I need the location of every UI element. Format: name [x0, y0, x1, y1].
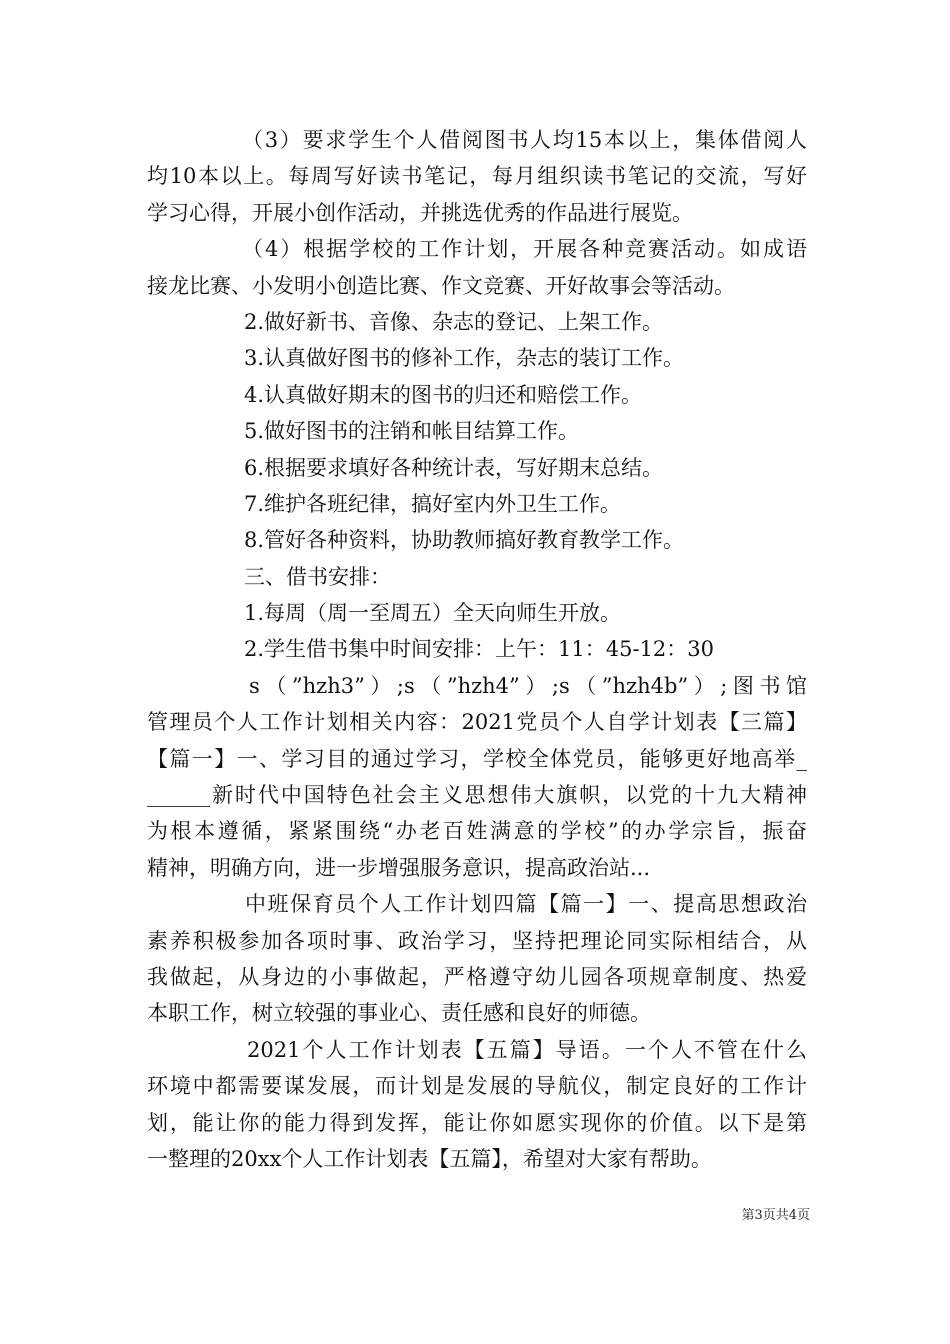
paragraph-line: 【篇一】一、学习目的通过学习，学校全体党员，能够更好地高举_ — [147, 746, 807, 771]
paragraph-line: 接龙比赛、小发明小创造比赛、作文竞赛、开好故事会等活动。 — [147, 273, 735, 298]
paragraph-line: （3）要求学生个人借阅图书人均15本以上，集体借阅人 — [242, 128, 807, 152]
paragraph-line: （4）根据学校的工作计划，开展各种竞赛活动。如成语 — [242, 237, 807, 262]
list-item: 2.做好新书、音像、杂志的登记、上架工作。 — [244, 309, 664, 334]
paragraph-line: 我做起，从身边的小事做起，严格遵守幼儿园各项规章制度、热爱 — [147, 964, 807, 989]
paragraph-line: 管理员个人工作计划相关内容：2021党员个人自学计划表【三篇】 — [147, 710, 807, 735]
list-item: 7.维护各班纪律，搞好室内外卫生工作。 — [244, 491, 622, 516]
paragraph-line: 素养积极参加各项时事、政治学习，坚持把理论同实际相结合，从 — [147, 928, 807, 953]
paragraph-line: 中班保育员个人工作计划四篇【篇一】一、提高思想政治 — [245, 892, 807, 917]
paragraph-line: 本职工作，树立较强的事业心、责任感和良好的师德。 — [147, 1001, 651, 1026]
list-item: 6.根据要求填好各种统计表，写好期末总结。 — [244, 455, 664, 480]
list-item: 8.管好各种资料，协助教师搞好教育教学工作。 — [244, 528, 685, 553]
document-body — [147, 122, 807, 1177]
list-item: 4.认真做好期末的图书的归还和赔偿工作。 — [244, 382, 643, 407]
paragraph-line: 精神，明确方向，进一步增强服务意识，提高政治站... — [147, 855, 651, 880]
list-item: 1.每周（周一至周五）全天向师生开放。 — [244, 601, 622, 626]
list-item: 5.做好图书的注销和帐目结算工作。 — [244, 419, 580, 444]
paragraph-line: ______新时代中国特色社会主义思想伟大旗帜，以党的十九大精神 — [147, 783, 807, 808]
paragraph-line: 为根本遵循，紧紧围绕“办老百姓满意的学校”的办学宗旨，振奋 — [147, 819, 807, 844]
list-item: 2.学生借书集中时间安排：上午：11：45-12：30 — [244, 637, 715, 662]
paragraph-line: 环境中都需要谋发展，而计划是发展的导航仪，制定良好的工作计 — [147, 1074, 807, 1099]
paragraph-line: 学习心得，开展小创作活动，并挑选优秀的作品进行展览。 — [147, 200, 693, 225]
paragraph-line: 均10本以上。每周写好读书笔记，每月组织读书笔记的交流，写好 — [147, 164, 807, 189]
list-item: 3.认真做好图书的修补工作，杂志的装订工作。 — [244, 346, 685, 371]
section-heading: 三、借书安排： — [244, 564, 391, 589]
paragraph-line: 划，能让你的能力得到发挥，能让你如愿实现你的价值。以下是第 — [147, 1110, 807, 1135]
paragraph-line: 2021个人工作计划表【五篇】导语。一个人不管在什么 — [247, 1037, 807, 1062]
paragraph-line: s（”hzh3”）;s（”hzh4”）;s（”hzh4b”）;图书馆 — [249, 673, 807, 698]
page-number: 第3页共4页 — [741, 1208, 810, 1223]
paragraph-line: 一整理的20xx个人工作计划表【五篇】，希望对大家有帮助。 — [147, 1146, 712, 1171]
